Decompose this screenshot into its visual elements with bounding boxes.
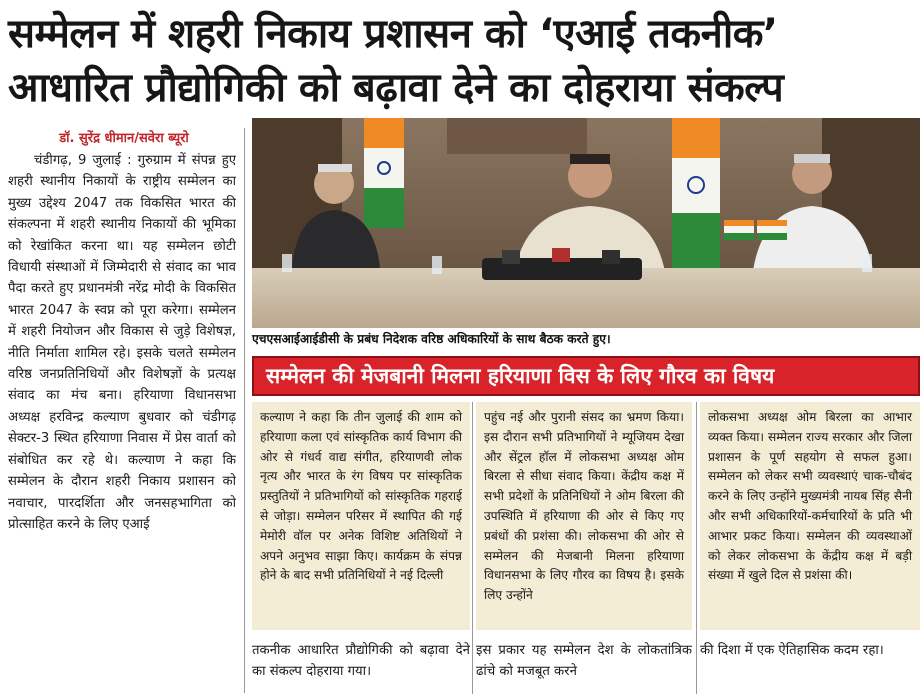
news-photo (252, 118, 920, 328)
meeting-photo-illustration (252, 118, 920, 328)
box-paragraph: लोकसभा अध्यक्ष ओम बिरला का आभार व्यक्त किया। सम्मेलन राज्य सरकार और जिला प्रशासन के पूर्ण सहयोग से सफल हुआ। सम्मेलन को लेकर सभी व्यवस्थाएं चाक-चौबंद करने के लिए उन्होंने मुख्यमंत्री नायब सिंह सैनी और सभी अधिकारियों-कर्मचारियों के प्रति भी आभार प्रकट किया। सम्मेलन की व्यवस्थाओं को लेकर लोकसभा के केंद्रीय कक्ष में बड़ी संख्या में खुले दिल से प्रशंसा की। (708, 410, 912, 583)
bottom-paragraph: इस प्रकार यह सम्मेलन देश के लोकतांत्रिक ढांचे को मजबूत करने (476, 643, 692, 680)
column-divider (696, 402, 697, 694)
bottom-text-2 (476, 640, 692, 696)
column-divider (472, 402, 473, 694)
headline-line-1: सम्मेलन में शहरी निकाय प्रशासन को ‘एआई तकनीक’ (8, 11, 778, 57)
bottom-paragraph: की दिशा में एक ऐतिहासिक कदम रहा। (700, 643, 884, 658)
byline: डॉ. सुरेंद्र धीमान/सवेरा ब्यूरो (59, 131, 189, 146)
box-paragraph: कल्याण ने कहा कि तीन जुलाई की शाम को हरियाणा कला एवं सांस्कृतिक कार्य विभाग की ओर से गंधर्व वाद्य संगीत, हरियाणवी लोक नृत्य और भारत के रंग विषय पर सांस्कृतिक प्रस्तुतियों ने प्रतिभागियों को सांस्कृतिक गहराई से जोड़ा। सम्मेलन परिसर में स्थापित की गई मेमोरी वॉल पर अनेक विशिष्ट अतिथियों ने अपने अनुभव साझा किए। कार्यक्रम के संपन्न होने के बाद सभी प्रतिनिधियों ने नई दिल्ली (260, 410, 462, 583)
column-divider (244, 128, 245, 693)
box-column-2 (476, 402, 692, 630)
bottom-text-1 (252, 640, 470, 696)
box-paragraph: पहुंच नई और पुरानी संसद का भ्रमण किया। इस दौरान सभी प्रतिभागियों ने म्यूजियम देखा और सेंट्रल हॉल में लोकसभा अध्यक्ष ओम बिरला से सीधा संवाद किया। केंद्रीय कक्ष में सभी प्रदेशों के प्रतिनिधियों ने ओम बिरला की उपस्थिति में हरियाणा की ओर से किए गए प्रबंधों की प्रशंसा की। लोकसभा की ओर से सम्मेलन की मेजबानी मिलना हरियाणा विधानसभा के लिए गौरव का विषय है। इसके लिए उन्होंने (484, 410, 684, 603)
article-column-1 (8, 150, 236, 695)
photo-caption: एचएसआईआईडीसी के प्रबंध निदेशक वरिष्ठ अधिकारियों के साथ बैठक करते हुए। (252, 332, 611, 346)
bottom-paragraph: तकनीक आधारित प्रौद्योगिकी को बढ़ावा देने का संकल्प दोहराया गया। (252, 643, 470, 680)
article-paragraph: चंडीगढ़, 9 जुलाई : गुरुग्राम में संपन्न हुए शहरी स्थानीय निकायों के राष्ट्रीय सम्मेलन का मुख्य उद्देश्य 2047 तक विकसित भारत की संकल्पना में शहरी स्थानीय निकायों की भूमिका को रेखांकित करना था। यह सम्मेलन छोटी विधायी संस्थाओं में जिम्मेदारी से संवाद का भाव पैदा करते हुए प्रधानमंत्री नरेंद्र मोदी के विकसित भारत 2047 के स्वप्न को पूरा करेगा। सम्मेलन में शहरी नियोजन और विकास से जुड़े विशेषज्ञ, नीति निर्माता शामिल रहे। इसके चलते सम्मेलन वरिष्ठ जनप्रतिनिधियों और विशेषज्ञों के प्रत्यक्ष संवाद का मंच बना। हरियाणा विधानसभा अध्यक्ष हरविन्द्र कल्याण बुधवार को चंडीगढ़ सेक्टर-3 स्थित हरियाणा निवास में प्रेस वार्ता को संबोधित कर रहे थे। कल्याण ने कहा कि सम्मेलन के दौरान शहरी निकाय प्रशासन को नवाचार, पारदर्शिता और जनसहभागिता को प्रोत्साहित करने के लिए एआई (8, 153, 236, 532)
subheading-banner: सम्मेलन की मेजबानी मिलना हरियाणा विस के लिए गौरव का विषय (252, 356, 920, 396)
box-column-1 (252, 402, 470, 630)
headline-line-2: आधारित प्रौद्योगिकी को बढ़ावा देने का दोहराया संकल्प (8, 65, 784, 111)
box-column-3 (700, 402, 920, 630)
bottom-text-3 (700, 640, 920, 696)
